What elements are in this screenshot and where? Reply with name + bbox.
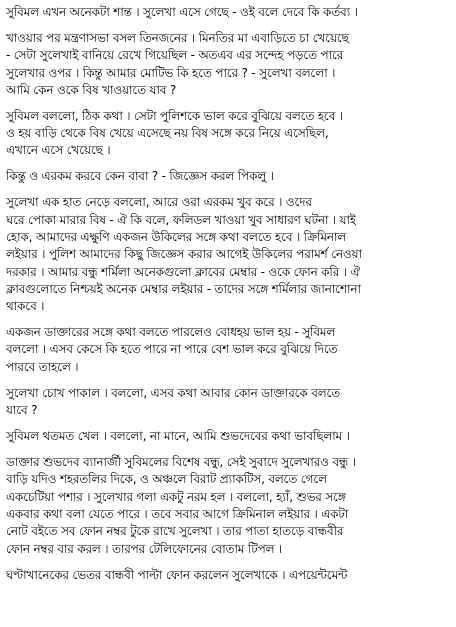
paragraph <box>6 194 450 315</box>
paragraph-gap <box>6 376 450 385</box>
text-line: হোক, আমাদের এক্ষুণি একজন উকিলের সঙ্গে কথা বলতে হবে । ক্রিমিনাল <box>6 230 347 245</box>
text-line: কিন্তু ও এরকম করবে কেন বাবা ? - জিজ্ঞেস করল পিকলু । <box>6 169 274 184</box>
text-line: একবার কথা বলা যেতে পারে । তবে সবার আগে ক্রিমিনাল লইয়ার । একটা <box>6 506 349 521</box>
paragraph <box>6 428 450 445</box>
paragraph-gap <box>6 419 450 428</box>
text-line: একজন ডাক্তারের সঙ্গে কথা বলতে পারলেও বোধহয় ভাল হয় - সুবিমল <box>6 325 336 340</box>
text-line: ঘরে পোকা মারার বিষ - ঐ কি বলে, ফলিডল খাওয়া খুব সাধারণ ঘটনা । যাই <box>6 212 356 227</box>
paragraph-gap <box>6 160 450 169</box>
paragraph-gap <box>6 186 450 195</box>
text-line: সুলেখা চোখ পাকাল । বললো, এসব কথা আবার কোন ডাক্তারকে বলতে <box>6 385 341 400</box>
paragraph <box>6 108 450 160</box>
paragraph <box>6 30 450 99</box>
paragraph <box>6 4 450 21</box>
paragraph <box>6 454 450 558</box>
text-line: সুবিমল এখন অনেকটা শান্ত । সুলেখা এসে গেছে - ওই বলে দেবে কি কর্তব্য । <box>6 5 358 19</box>
paragraph <box>6 385 450 420</box>
text-line: একচেটিয়া পশার । সুলেখার গলা একটু নরম হল । বললো, হ্যাঁ, শুভর সঙ্গে <box>6 489 346 504</box>
text-line: - সেটা সুলেখাই বানিয়ে রেখে গিয়েছিল - অতএব এর সন্দেহ পড়তে পারে <box>6 48 344 63</box>
text-line: সুবিমল থতমত খেল । বললো, না মানে, আমি শুভদেবের কথা ভাবছিলাম । <box>6 429 350 444</box>
text-line: যাবে ? <box>6 403 38 418</box>
text-line: ক্লাবগুলোতে নিশ্চয়ই অনেক মেম্বার লইয়ার - তাদের সঙ্গে শর্মিলার জানাশোনা <box>6 281 361 296</box>
paragraph-gap <box>6 445 450 454</box>
text-line: নোট বইতে সব ফোন নম্বর টুকে রাখে সুলেখা । তার পাতা হাতড়ে বান্ধবীর <box>6 524 344 539</box>
paragraph-gap <box>6 99 450 108</box>
text-line: সুলেখার ওপর । কিন্তু আমার মোটিভ কি হতে পারে ? - সুলেখা বললো । <box>6 65 336 80</box>
paragraph <box>6 324 450 376</box>
text-line: এখানে এসে খেয়েছে । <box>6 143 111 158</box>
text-line: ও হয় বাড়ি থেকে বিষ খেয়ে এসেছে নয় বিষ সঙ্গে করে নিয়ে এসেছিল, <box>6 126 329 141</box>
paragraph-gap <box>6 21 450 30</box>
text-line: বললো । এসব কেসে কি হতে পারে না পারে বেশ ভাল করে বুঝিয়ে দিতে <box>6 342 338 357</box>
text-line: পারবে তাহলে । <box>6 359 79 374</box>
text-line: বাড়ি যদিও শহরতলির দিকে, ও অঞ্চলে বিরাট প্র্যাকটিস, বলতে গেলে <box>6 472 327 487</box>
text-line: ফোন নম্বর বার করল । তারপর টেলিফোনের বোতাম টিপল । <box>6 541 283 556</box>
paragraph <box>6 567 450 584</box>
text-line: সুলেখা এক হাত নেড়ে বললো, আরে ওরা এরকম খুব করে । ওদের <box>6 195 312 210</box>
text-line: খাওয়ার পর মন্ত্রণাসভা বসল তিনজনের । মিনতির মা এবাড়িতে চা খেয়েছে <box>6 30 349 45</box>
text-line: ঘণ্টাখানেকের ভেতর বান্ধবী পাল্টা ফোন করলেন সুলেখাকে । এপয়েন্টমেন্ট <box>6 567 348 582</box>
text-line: লইয়ার । পুলিশ আমাদের কিছু জিজ্ঞেস করার আগেই উকিলের পরামর্শ নেওয়া <box>6 247 362 262</box>
paragraph-gap <box>6 558 450 567</box>
text-line: ডাক্তার শুভদেব ব্যানার্জী সুবিমলের বিশেষ বন্ধু, সেই সুবাদে সুলেখারও বন্ধু । <box>6 455 356 470</box>
text-line: দরকার । আমার বন্ধু শর্মিলা অনেকগুলো ক্লাবের মেম্বার - ওকে ফোন করি । ঐ <box>6 264 360 279</box>
paragraph-gap <box>6 316 450 325</box>
paragraph <box>6 168 450 185</box>
text-line: আমি কেন ওকে বিষ খাওয়াতে যাব ? <box>6 82 176 97</box>
text-line: সুবিমল বললো, ঠিক কথা । সেটা পুলিশকে ভাল করে বুঝিয়ে বলতে হবে । <box>6 108 343 123</box>
text-line: থাকবে । <box>6 299 45 314</box>
